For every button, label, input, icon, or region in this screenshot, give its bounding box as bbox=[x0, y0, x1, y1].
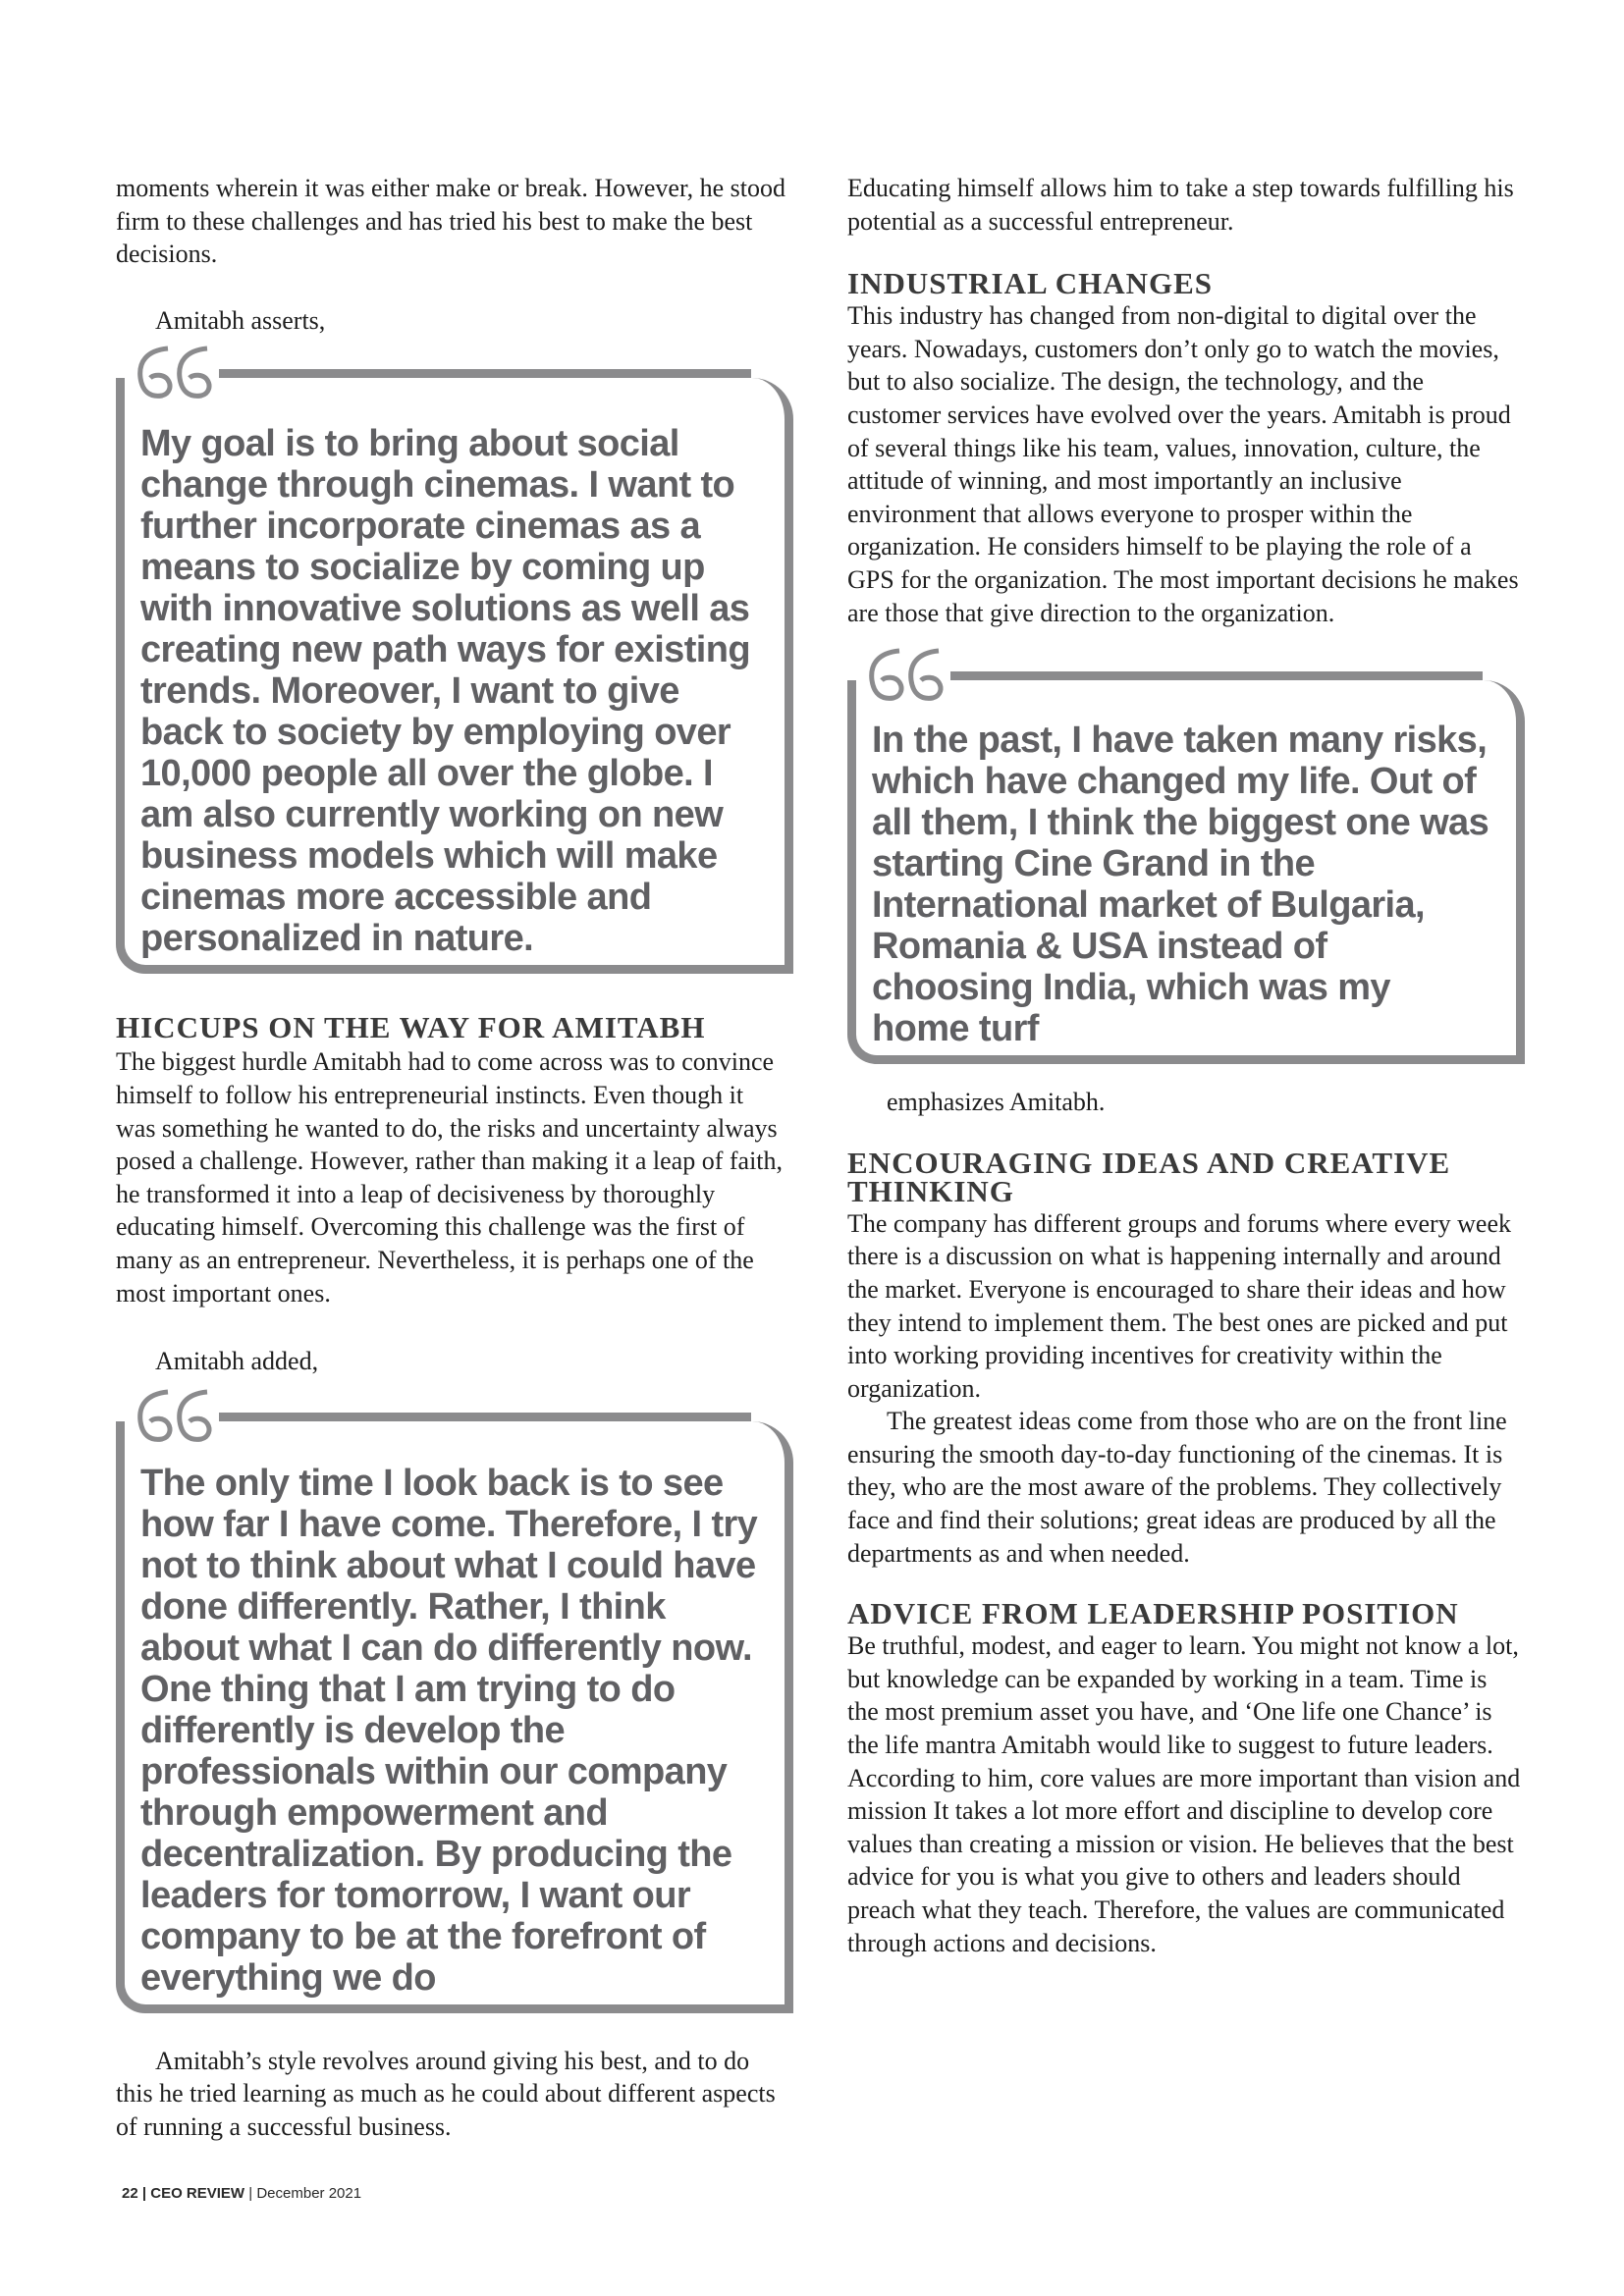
quote-mark-icon bbox=[131, 343, 219, 407]
left-paragraph-3: Amitabh’s style revolves around giving his best, and to do this he tried learning as much as he could about different aspects of running a successful business. bbox=[116, 2046, 776, 2141]
right-heading-advice: ADVICE FROM LEADERSHIP POSITION bbox=[847, 1596, 1459, 1631]
left-quote-intro-2: Amitabh added, bbox=[155, 1347, 319, 1376]
footer-separator-1: | bbox=[141, 2185, 147, 2202]
right-quote-attribution: emphasizes Amitabh. bbox=[887, 1088, 1106, 1117]
right-paragraph-5: Be truthful, modest, and eager to learn. You might not know a lot, but knowledge can be expanded by working in a team. Time is the most premium asset you have, and ‘One life one Chance’ is the life mantra Amitabh would like to suggest to future leaders. According to him, core values are more important than vision and mission It takes a lot more effort and discipline to develop core values than creating a mission or vision. He believes that the best advice for you is what you give to others and leaders should preach what they teach. Therefore, the values are communicated through actions and decisions. bbox=[847, 1631, 1521, 1957]
left-column bbox=[116, 172, 785, 2144]
right-pull-quote-1-text: In the past, I have taken many risks, which have changed my life. Out of all them, I think the biggest one was starting Cine Grand in the International market of Bulgaria, Romania & USA instead of choosing India, which was my home turf bbox=[872, 720, 1489, 1050]
footer-separator-2: | bbox=[248, 2185, 253, 2202]
right-paragraph-4: The greatest ideas come from those who are on the front line ensuring the smooth day-to-day functioning of the cinemas. It is they, who are the most aware of the problems. They collectively face and find their solutions; great ideas are produced by all the departments as and when needed. bbox=[847, 1407, 1507, 1568]
page-number: 22 bbox=[122, 2185, 138, 2202]
right-heading-industrial-changes: INDUSTRIAL CHANGES bbox=[847, 266, 1214, 301]
right-column bbox=[847, 172, 1521, 1959]
left-paragraph-1: moments wherein it was either make or break. However, he stood firm to these challenges and has tried his best to make the best decisions. bbox=[116, 174, 785, 269]
left-pull-quote-2-text: The only time I look back is to see how far I have come. Therefore, I try not to think about what I could have done differently. Rather, I think about what I can do differently now. One thing that I am trying to do differently is develop the professionals within our company through empowerment and decentralization. By producing the leaders for tomorrow, I want our company to be at the forefront of everything we do bbox=[140, 1462, 758, 1999]
left-pull-quote-1 bbox=[116, 378, 793, 974]
right-heading-encouraging-ideas: ENCOURAGING IDEAS AND CREATIVE THINKING bbox=[847, 1145, 1451, 1208]
issue-date: December 2021 bbox=[256, 2185, 362, 2202]
right-paragraph-2: This industry has changed from non-digital to digital over the years. Nowadays, customers don’t only go to watch the movies, but to also socialize. The design, the technology, and the customer services have evolved over the years. Amitabh is proud of several things like his team, values, innovation, culture, the attitude of winning, and most importantly an inclusive environment that allows everyone to prosper within the organization. He considers himself to be playing the role of a GPS for the organization. The most important decisions he makes are those that give direction to the organization. bbox=[847, 301, 1519, 627]
quote-mark-icon bbox=[862, 645, 950, 710]
publication-name: CEO REVIEW bbox=[150, 2185, 245, 2202]
page-footer bbox=[122, 2185, 361, 2202]
right-paragraph-3: The company has different groups and forums where every week there is a discussion on what is happening internally and around the market. Everyone is encouraged to share their ideas and how they intend to implement them. The best ones are picked and put into working providing incentives for creativity within the organization. bbox=[847, 1208, 1511, 1403]
left-pull-quote-2 bbox=[116, 1421, 793, 2013]
left-quote-intro-1: Amitabh asserts, bbox=[155, 305, 326, 335]
quote-mark-icon bbox=[131, 1386, 219, 1451]
right-pull-quote-1 bbox=[847, 680, 1525, 1064]
left-heading-hiccups: HICCUPS ON THE WAY FOR AMITABH bbox=[116, 1010, 706, 1045]
left-pull-quote-1-text: My goal is to bring about social change through cinemas. I want to further incorporate cinemas as a means to socialize by coming up with innovative solutions as well as creating new path ways for existing trends. Moreover, I want to give back to society by employing over 10,000 people all over the globe. I am also currently working on new business models which will make cinemas more accessible and personalized in nature. bbox=[140, 423, 750, 960]
left-paragraph-2: The biggest hurdle Amitabh had to come across was to convince himself to follow his entrepreneurial instincts. Even though it was something he wanted to do, the risks and uncertainty always posed a challenge. However, rather than making it a leap of faith, he transformed it into a leap of decisiveness by thoroughly educating himself. Overcoming this challenge was the first of many as an entrepreneur. Nevertheless, it is perhaps one of the most important ones. bbox=[116, 1047, 784, 1308]
right-paragraph-1: Educating himself allows him to take a step towards fulfilling his potential as a successful entrepreneur. bbox=[847, 174, 1514, 236]
